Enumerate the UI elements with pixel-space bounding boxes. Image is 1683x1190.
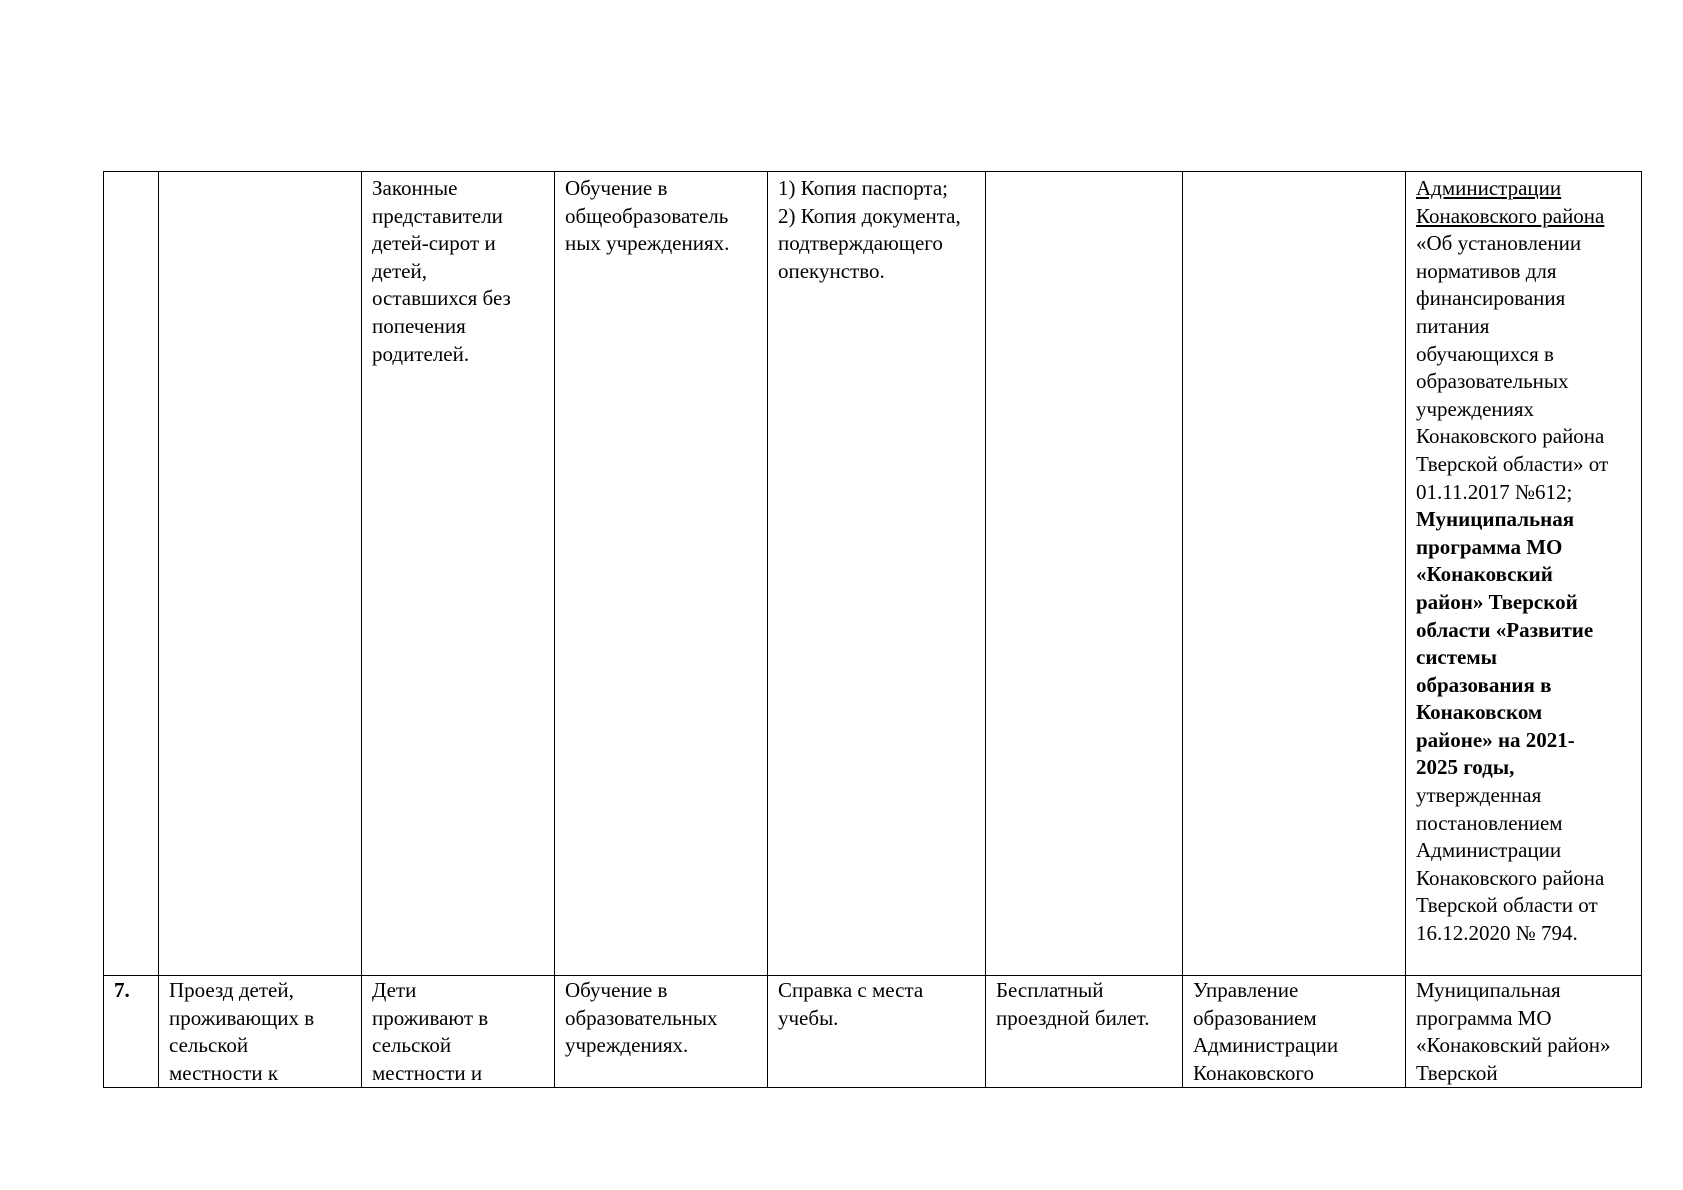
cell-service-name (159, 172, 362, 976)
cell-documents: 1) Копия паспорта; 2) Копия документа, подтверждающего опекунство. (768, 172, 986, 976)
cell-responsible-body (1183, 172, 1406, 976)
cell-support-form: Бесплатный проездной билет. (986, 976, 1183, 1088)
cell-responsible-body: Управление образованием Администрации Конаковского (1183, 976, 1406, 1088)
table-row (104, 976, 1642, 1088)
services-table (103, 171, 1642, 1088)
cell-service-name: Проезд детей, проживающих в сельской местности к (159, 976, 362, 1088)
cell-documents: Справка с места учебы. (768, 976, 986, 1088)
cell-support-form (986, 172, 1183, 976)
cell-legal-basis: Администрации Конаковского района «Об установлении нормативов для финансирования питания обучающихся в образовательных учреждениях Конаковского района Тверской области» от 01.11.2017 №612; Муниципальная программа МО «Конаковский район» Тверской области «Развитие системы образования в Конаковском районе» на 2021- 2025 годы, утвержденная постановлением Администрации Конаковского района Тверской области от 16.12.2020 № 794. (1406, 172, 1642, 976)
cell-legal-basis: Муниципальная программа МО «Конаковский район» Тверской (1406, 976, 1642, 1088)
cell-number: 7. (104, 976, 159, 1088)
cell-number (104, 172, 159, 976)
table-row (104, 172, 1642, 976)
cell-recipients: Законные представители детей-сирот и детей, оставшихся без попечения родителей. (362, 172, 555, 976)
cell-conditions: Обучение в образовательных учреждениях. (555, 976, 768, 1088)
cell-conditions: Обучение в общеобразователь ных учреждениях. (555, 172, 768, 976)
cell-recipients: Дети проживают в сельской местности и (362, 976, 555, 1088)
